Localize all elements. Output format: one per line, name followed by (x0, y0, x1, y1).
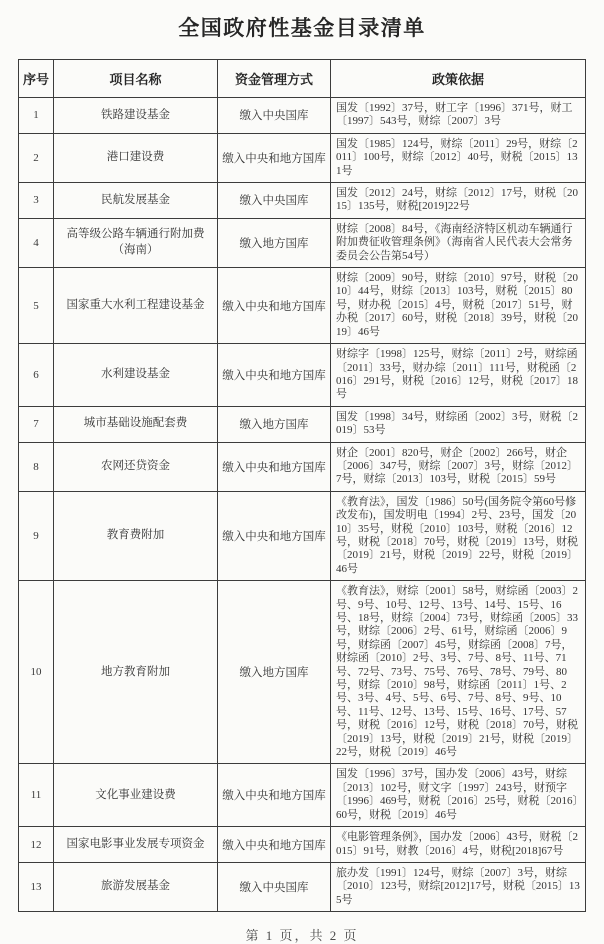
fund-name: 国家电影事业发展专项资金 (54, 827, 218, 863)
policy-basis: 财综〔2009〕90号，财综〔2010〕97号，财税〔2010〕44号，财综〔2013〕103号，财税〔2015〕80号，财办税〔2015〕4号，财税〔2017〕51号，财办税〔2017〕60号，财税〔2018〕39号，财税〔2019〕46号 (331, 268, 586, 344)
fund-management: 缴入中央和地方国库 (218, 491, 331, 580)
fund-name: 文化事业建设费 (54, 764, 218, 827)
policy-basis: 《电影管理条例》，国办发〔2006〕43号，财税〔2015〕91号，财教〔2016〕4号，财税[2018]67号 (331, 827, 586, 863)
fund-management: 缴入中央和地方国库 (218, 344, 331, 407)
row-serial: 1 (19, 98, 54, 134)
policy-basis: 《教育法》，财综〔2001〕58号，财综函〔2003〕2号、9号、10号、12号、13号、14号、15号、16号、18号，财综〔2004〕73号，财综函〔2005〕33号，财综〔2006〕2号、61号，财综函〔2006〕9号，财综函〔2007〕45号，财综函〔2008〕7号，财综函〔2010〕2号、3号、7号、8号、11号、71号、72号、73号、75号、76号、78号、79号、80号，财综〔2010〕98号，财综函〔2011〕1号、2号、3号、4号、5号、6号、7号、8号、9号、10号、11号、12号、13号、15号、16号、17号、57号，财税〔2016〕12号，财税〔2018〕70号，财税〔2019〕13号，财税〔2019〕21号，财税〔2019〕22号，财税〔2019〕46号 (331, 581, 586, 764)
fund-management: 缴入中央和地方国库 (218, 442, 331, 491)
row-serial: 10 (19, 581, 54, 764)
fund-name: 农网还贷资金 (54, 442, 218, 491)
header-fund-management: 资金管理方式 (218, 60, 331, 98)
fund-name: 旅游发展基金 (54, 862, 218, 911)
row-serial: 2 (19, 133, 54, 182)
row-serial: 4 (19, 218, 54, 267)
table-row (19, 344, 586, 407)
fund-name: 城市基础设施配套费 (54, 406, 218, 442)
table-header-row (19, 60, 586, 98)
fund-name: 港口建设费 (54, 133, 218, 182)
fund-name: 民航发展基金 (54, 183, 218, 219)
header-project-name: 项目名称 (54, 60, 218, 98)
table-row (19, 183, 586, 219)
header-policy-basis: 政策依据 (331, 60, 586, 98)
fund-management: 缴入地方国库 (218, 581, 331, 764)
fund-management: 缴入地方国库 (218, 218, 331, 267)
table-body (19, 98, 586, 912)
table-row (19, 218, 586, 267)
table-row (19, 827, 586, 863)
policy-basis: 国发〔1998〕34号，财综函〔2002〕3号，财税〔2019〕53号 (331, 406, 586, 442)
row-serial: 8 (19, 442, 54, 491)
policy-basis: 国发〔1992〕37号，财工字〔1996〕371号，财工〔1997〕543号，财综〔2007〕3号 (331, 98, 586, 134)
row-serial: 6 (19, 344, 54, 407)
row-serial: 13 (19, 862, 54, 911)
policy-basis: 国发〔1985〕124号，财综〔2011〕29号，财综〔2011〕100号，财综〔2012〕40号，财税〔2015〕131号 (331, 133, 586, 182)
table-row (19, 268, 586, 344)
header-serial-number: 序号 (19, 60, 54, 98)
fund-management: 缴入中央国库 (218, 862, 331, 911)
policy-basis: 财综〔2008〕84号，《海南经济特区机动车辆通行附加费征收管理条例》（海南省人民代表大会常务委员会公告第54号） (331, 218, 586, 267)
fund-name: 教育费附加 (54, 491, 218, 580)
fund-management: 缴入地方国库 (218, 406, 331, 442)
table-row (19, 581, 586, 764)
fund-name: 铁路建设基金 (54, 98, 218, 134)
policy-basis: 旅办发〔1991〕124号，财综〔2007〕3号，财综〔2010〕123号，财综[2012]17号，财税〔2015〕135号 (331, 862, 586, 911)
fund-management: 缴入中央国库 (218, 98, 331, 134)
fund-management: 缴入中央和地方国库 (218, 268, 331, 344)
table-row (19, 406, 586, 442)
row-serial: 9 (19, 491, 54, 580)
table-row (19, 98, 586, 134)
row-serial: 5 (19, 268, 54, 344)
fund-name: 水利建设基金 (54, 344, 218, 407)
table-row (19, 442, 586, 491)
policy-basis: 国发〔2012〕24号，财综〔2012〕17号，财税〔2015〕135号，财税[2019]22号 (331, 183, 586, 219)
table-row (19, 133, 586, 182)
fund-name: 高等级公路车辆通行附加费（海南） (54, 218, 218, 267)
fund-name: 国家重大水利工程建设基金 (54, 268, 218, 344)
fund-management: 缴入中央和地方国库 (218, 133, 331, 182)
policy-basis: 财综字〔1998〕125号，财综〔2011〕2号，财综函〔2011〕33号，财办综〔2011〕111号，财税函〔2016〕291号，财税〔2016〕12号，财税〔2017〕18号 (331, 344, 586, 407)
policy-basis: 财企〔2001〕820号，财企〔2002〕266号，财企〔2006〕347号，财综〔2007〕3号，财综〔2012〕7号，财综〔2013〕103号，财税〔2015〕59号 (331, 442, 586, 491)
fund-directory-table (18, 59, 586, 912)
table-row (19, 491, 586, 580)
table-row (19, 862, 586, 911)
policy-basis: 《教育法》，国发〔1986〕50号(国务院令第60号修改发布)，国发明电〔1994〕2号、23号，国发〔2010〕35号，财税〔2010〕103号，财税〔2016〕12号，财税〔2018〕70号，财税〔2019〕13号，财税〔2019〕21号，财税〔2019〕22号，财税〔2019〕46号 (331, 491, 586, 580)
row-serial: 7 (19, 406, 54, 442)
fund-name: 地方教育附加 (54, 581, 218, 764)
row-serial: 11 (19, 764, 54, 827)
page-title: 全国政府性基金目录清单 (178, 16, 426, 40)
table-row (19, 764, 586, 827)
fund-management: 缴入中央和地方国库 (218, 764, 331, 827)
policy-basis: 国发〔1996〕37号，国办发〔2006〕43号，财综〔2013〕102号，财文字〔1997〕243号，财预字〔1996〕469号，财税〔2016〕25号，财税〔2016〕60号，财税〔2019〕46号 (331, 764, 586, 827)
fund-management: 缴入中央和地方国库 (218, 827, 331, 863)
row-serial: 12 (19, 827, 54, 863)
page-number-indicator: 第 1 页，共 2 页 (245, 928, 359, 944)
row-serial: 3 (19, 183, 54, 219)
fund-management: 缴入中央国库 (218, 183, 331, 219)
